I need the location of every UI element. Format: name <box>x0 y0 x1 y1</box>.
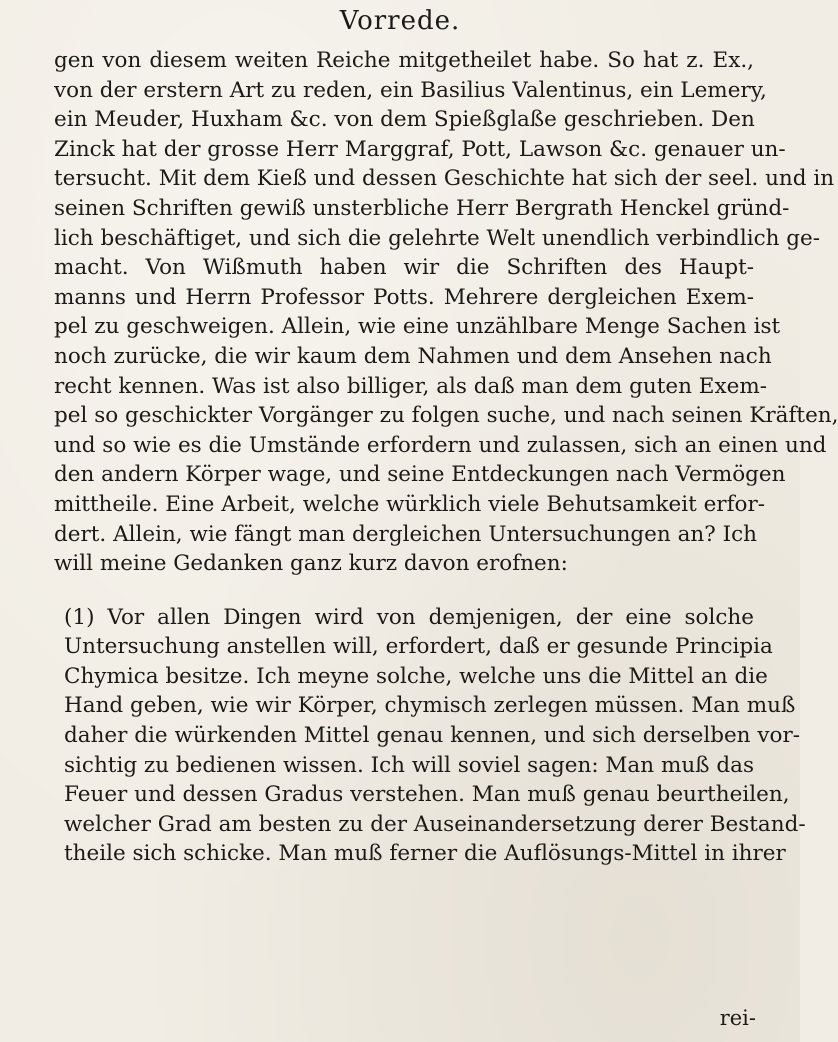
text-line: will meine Gedanken ganz kurz davon erofnen: <box>54 551 568 577</box>
text-line: daher die würkenden Mittel genau kennen, und sich derselben vor- <box>64 723 800 749</box>
text-line: macht. Von Wißmuth haben wir die Schriften des Haupt- <box>54 255 754 281</box>
text-line: gen von diesem weiten Reiche mitgetheilet habe. So hat z. Ex., <box>54 48 754 73</box>
text-line: tersucht. Mit dem Kieß und dessen Geschichte hat sich der seel. und in <box>54 166 835 192</box>
text-line: den andern Körper wage, und seine Entdeckungen nach Vermögen <box>54 462 786 488</box>
text-line: Zinck hat der grosse Herr Marggraf, Pott, Lawson &c. genauer un- <box>54 136 786 162</box>
text-line: pel zu geschweigen. Allein, wie eine unzählbare Menge Sachen ist <box>54 314 781 340</box>
text-line: von der erstern Art zu reden, ein Basilius Valentinus, ein Lemery, <box>54 77 767 103</box>
paragraph-gap <box>54 579 754 603</box>
text-line: lich beschäftiget, und sich die gelehrte Welt unendlich verbindlich ge- <box>54 225 821 251</box>
text-line: Hand geben, wie wir Körper, chymisch zerlegen müssen. Man muß <box>64 693 796 719</box>
text-line: Chymica besitze. Ich meyne solche, welche uns die Mittel an die <box>64 663 768 689</box>
text-line: mittheile. Eine Arbeit, welche würklich viele Behutsamkeit erfor- <box>54 491 766 517</box>
running-header: Vorrede. <box>339 6 461 36</box>
paragraph-2 <box>54 603 806 869</box>
text-line: Feuer und dessen Gradus verstehen. Man muß genau beurtheilen, <box>64 782 790 808</box>
text-line: noch zurücke, die wir kaum dem Nahmen und dem Ansehen nach <box>54 343 772 369</box>
text-line: recht kennen. Was ist also billiger, als daß man dem guten Exem- <box>54 373 767 399</box>
text-line: seinen Schriften gewiß unsterbliche Herr Bergrath Henckel gründ- <box>54 195 790 221</box>
paragraph-1 <box>54 46 838 579</box>
text-line: und so wie es die Umstände erfordern und zulassen, sich an einen und <box>54 432 827 458</box>
text-line: theile sich schicke. Man muß ferner die Auflösungs-Mittel in ihrer <box>64 841 786 867</box>
text-line: Untersuchung anstellen will, erfordert, daß er gesunde Principia <box>64 634 773 660</box>
text-line: welcher Grad am besten zu der Auseinandersetzung derer Bestand- <box>64 811 806 837</box>
text-line: sichtig zu bedienen wissen. Ich will soviel sagen: Man muß das <box>64 752 754 778</box>
text-line: (1) Vor allen Dingen wird von demjenigen, der eine solche <box>64 604 754 630</box>
text-line: ein Meuder, Huxham &c. von dem Spießglaße geschrieben. Den <box>54 107 755 133</box>
catchword: rei- <box>719 1006 756 1030</box>
text-line: pel so geschickter Vorgänger zu folgen suche, und nach seinen Kräften, <box>54 403 838 429</box>
text-line: manns und Herrn Professor Potts. Mehrere dergleichen Exem- <box>54 284 754 310</box>
text-line: dert. Allein, wie fängt man dergleichen Untersuchungen an? Ich <box>54 521 757 547</box>
body-text <box>54 46 838 869</box>
